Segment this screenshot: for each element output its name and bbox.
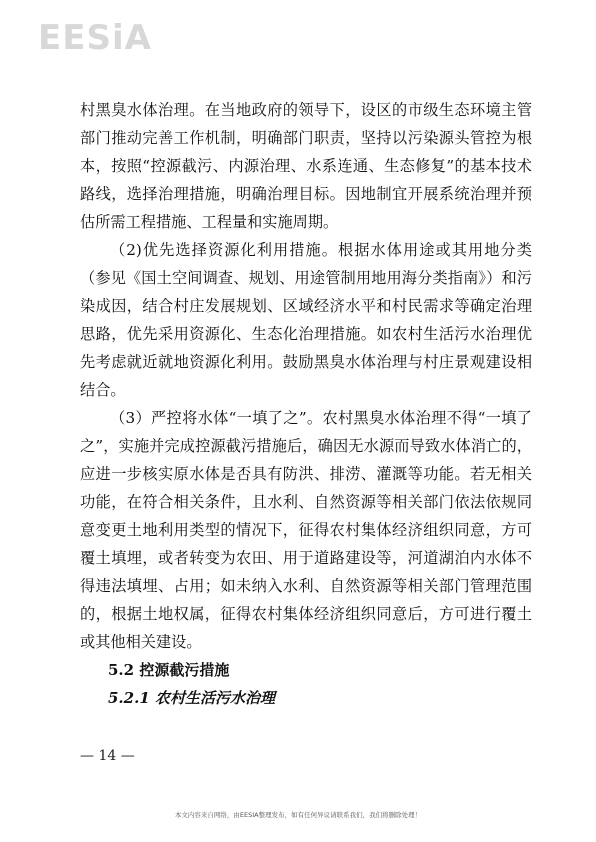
- document-body: [80, 96, 532, 712]
- eesia-logo: EESiA: [38, 18, 152, 58]
- section-heading-5-2-1: 5.2.1 农村生活污水治理: [108, 689, 275, 707]
- section-heading-5-2: 5.2 控源截污措施: [108, 661, 230, 679]
- paragraph-3: （3）严控将水体“一填了之”。农村黑臭水体治理不得“一填了之”，实施并完成控源截污措施后，确因无水源而导致水体消亡的，应进一步核实原水体是否具有防洪、排涝、灌溉等功能。若无相关功能，在符合相关条件，且水利、自然资源等相关部门依法依规同意变更土地利用类型的情况下，征得农村集体经济组织同意，方可覆土填埋，或者转变为农田、用于道路建设等，河道湖泊内水体不得违法填埋、占用；如未纳入水利、自然资源等相关部门管理范围的，根据土地权属，征得农村集体经济组织同意后，方可进行覆土或其他相关建设。: [80, 409, 532, 651]
- page-number: — 14 —: [80, 748, 135, 764]
- paragraph-1: 村黑臭水体治理。在当地政府的领导下，设区的市级生态环境主管部门推动完善工作机制，明确部门职责，坚持以污染源头管控为根本，按照“控源截污、内源治理、水系连通、生态修复”的基本技术路线，选择治理措施，明确治理目标。因地制宜开展系统治理并预估所需工程措施、工程量和实施周期。: [80, 101, 532, 231]
- paragraph-2: （2)优先选择资源化利用措施。根据水体用途或其用地分类（参见《国土空间调查、规划、用途管制用地用海分类指南》）和污染成因，结合村庄发展规划、区域经济水平和村民需求等确定治理思路，优先采用资源化、生态化治理措施。如农村生活污水治理优先考虑就近就地资源化利用。鼓励黑臭水体治理与村庄景观建设相结合。: [80, 241, 532, 399]
- footer-disclaimer: 本文内容来自网络，由EESIA整理发布，如有任何异议请联系我们，我们将删除处理！: [174, 811, 422, 819]
